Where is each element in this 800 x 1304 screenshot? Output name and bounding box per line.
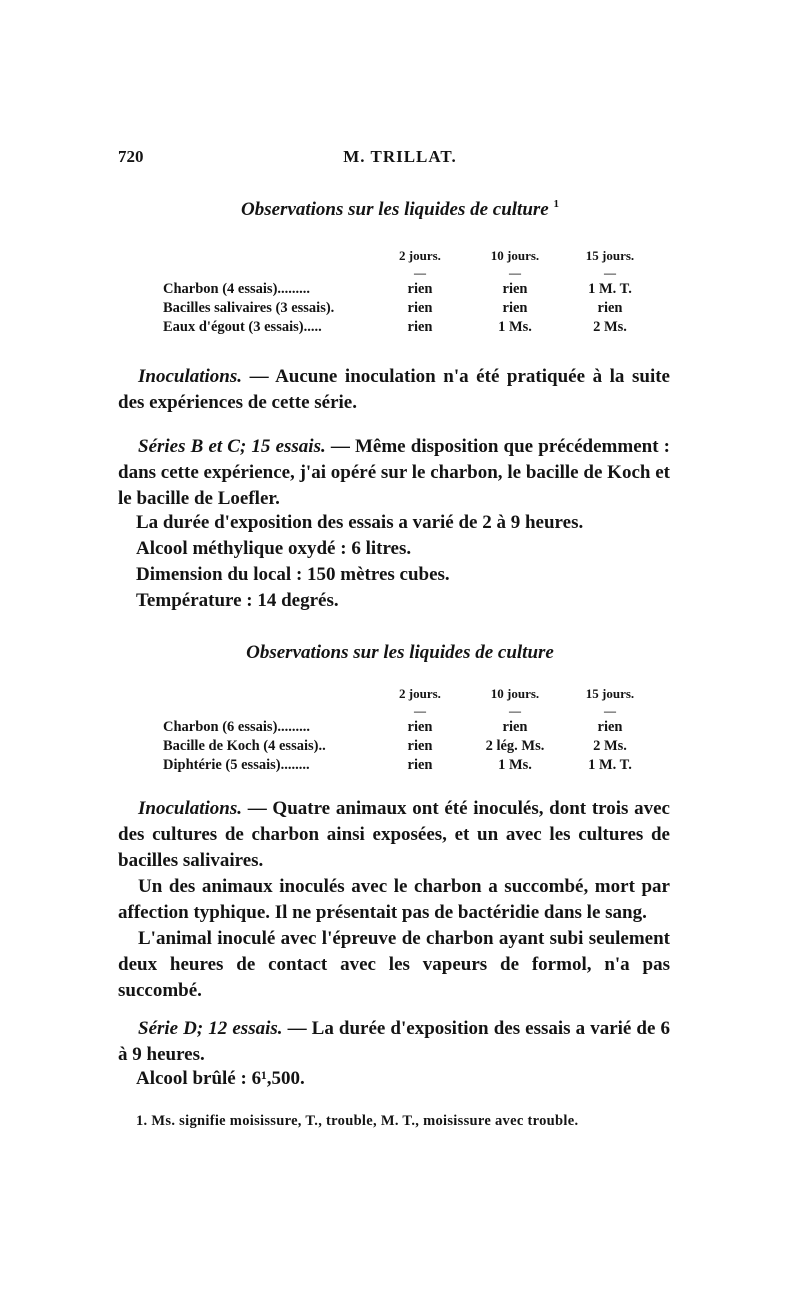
footnote: 1. Ms. signifie moisissure, T., trouble, M. T., moisissure avec trouble. (136, 1113, 579, 1129)
table-cell: 2 lég. Ms. (485, 738, 545, 754)
exposure-duration-line: La durée d'exposition des essais a varié de 2 à 9 heures. (136, 512, 584, 533)
table-cell: rien (407, 738, 433, 754)
row-label: Eaux d'égout (3 essais)..... (163, 319, 322, 335)
dash: — (414, 704, 426, 718)
paragraph-text: — Même disposition que précédemment : dans cette expérience, j'ai opéré sur le charbon, le bacille de Koch et le bacille de Loefler. (118, 436, 670, 509)
running-head: M. TRILLAT. (343, 147, 457, 166)
paragraph-lead: Inoculations. (138, 798, 243, 819)
succumbed-paragraph: Un des animaux inoculés avec le charbon a succombé, mort par affection typhique. Il ne présentait pas de bactéridie dans le sang. (118, 876, 670, 923)
row-label: Bacille de Koch (4 essais).. (163, 738, 326, 754)
observations-title-1 (0, 198, 800, 221)
table-cell: 1 M. T. (588, 281, 632, 297)
row-label: Charbon (4 essais)......... (163, 281, 311, 297)
table-cell: rien (407, 757, 433, 773)
table-cell: 1 Ms. (498, 757, 532, 773)
inoculations-paragraph-2 (118, 796, 670, 874)
table-cell: rien (407, 719, 433, 735)
col-header: 15 jours. (585, 686, 635, 701)
table-cell: rien (502, 300, 528, 316)
table-cell: rien (597, 300, 623, 316)
burned-alcohol-line: Alcool brûlé : 6¹,500. (136, 1068, 305, 1089)
table-cell: rien (502, 281, 528, 297)
paragraph-lead: Séries B et C; 15 essais. (138, 436, 326, 457)
paragraph-text: — La durée d'exposition des essais a varié de 6 à 9 heures. (118, 1018, 670, 1065)
table-cell: 1 M. T. (588, 757, 632, 773)
dash: — (604, 704, 616, 718)
series-d-paragraph (118, 1016, 670, 1068)
paragraph-lead: Inoculations. (138, 366, 243, 387)
footnote-ref: 1 (553, 198, 559, 210)
col-header: 2 jours. (399, 248, 441, 263)
table-cell: 2 Ms. (593, 319, 627, 335)
col-header: 10 jours. (490, 248, 540, 263)
alcohol-line: Alcool méthylique oxydé : 6 litres. (136, 538, 412, 559)
table-cell: rien (597, 719, 623, 735)
table-cell: 1 Ms. (498, 319, 532, 335)
paragraph-text: — Aucune inoculation n'a été pratiquée à la suite des expériences de cette série. (118, 366, 670, 413)
observations-title-2: Observations sur les liquides de culture (246, 642, 554, 663)
page-number: 720 (118, 147, 144, 166)
paragraph-lead: Série D; 12 essais. (138, 1018, 283, 1039)
dash: — (414, 266, 426, 280)
dash: — (509, 704, 521, 718)
dash: — (509, 266, 521, 280)
room-dimension-line: Dimension du local : 150 mètres cubes. (136, 564, 450, 585)
series-bc-paragraph (118, 434, 670, 512)
formol-contact-paragraph: L'animal inoculé avec l'épreuve de charbon ayant subi seulement deux heures de contact avec les vapeurs de formol, n'a pas succombé. (118, 928, 670, 1001)
row-label: Diphtérie (5 essais)........ (163, 757, 310, 773)
paragraph-text: — Quatre animaux ont été inoculés, dont trois avec des cultures de charbon ainsi exposées, et un avec les cultures de bacilles salivaires. (118, 798, 670, 871)
row-label: Charbon (6 essais)......... (163, 719, 311, 735)
table-cell: rien (502, 719, 528, 735)
col-header: 15 jours. (585, 248, 635, 263)
inoculations-paragraph-1 (118, 364, 670, 416)
table-cell: rien (407, 281, 433, 297)
table-cell: 2 Ms. (593, 738, 627, 754)
observations-title-1-text: Observations sur les liquides de culture (241, 199, 549, 220)
row-label: Bacilles salivaires (3 essais). (163, 300, 335, 316)
table-cell: rien (407, 319, 433, 335)
temperature-line: Température : 14 degrés. (136, 590, 339, 611)
col-header: 10 jours. (490, 686, 540, 701)
dash: — (604, 266, 616, 280)
col-header: 2 jours. (399, 686, 441, 701)
table-cell: rien (407, 300, 433, 316)
